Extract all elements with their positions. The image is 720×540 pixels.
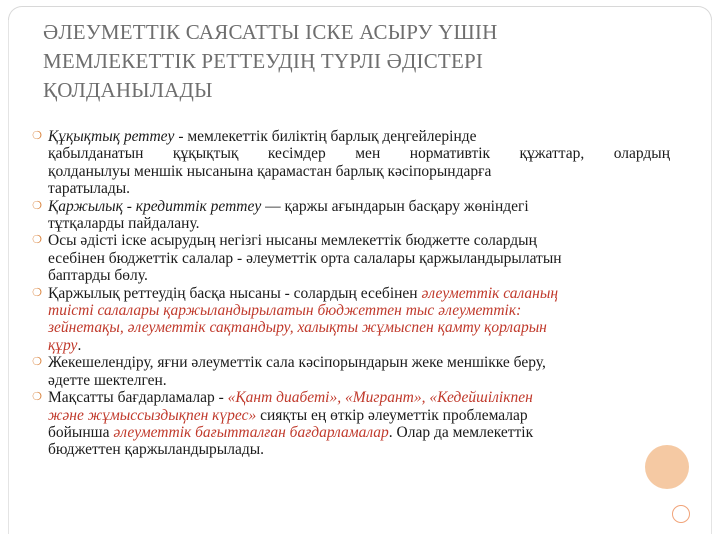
slide-frame-right — [711, 20, 712, 534]
circle-bullet-icon: ❍ — [32, 356, 42, 369]
bullet-text: Мақсатты бағдарламалар - — [48, 389, 228, 407]
bullet-line: тиісті салалары қаржыландырылатын бюджеттен тыс әлеуметтік: — [48, 302, 522, 320]
bullet-text: . Олар да мемлекеттік — [388, 423, 534, 441]
emphasis-text: Құқықтық реттеу — [48, 128, 175, 145]
bullet-state-budget — [30, 232, 670, 284]
slide-frame-left — [8, 20, 9, 534]
circle-bullet-icon: ❍ — [32, 199, 42, 212]
bullet-text: бойынша — [48, 423, 114, 441]
slide-title — [43, 18, 663, 105]
bullet-target-programs — [30, 389, 670, 459]
bullet-legal-regulation — [30, 128, 670, 198]
bullet-line: тұтқаларды пайдалану. — [48, 215, 200, 233]
bullet-line — [48, 337, 670, 354]
decorative-orange-circle — [645, 445, 689, 489]
bullet-line — [48, 424, 670, 441]
highlight-text: әлеуметтік бағытталған бағдарламалар — [113, 423, 389, 441]
bullet-text: - мемлекеттік биліктің барлық деңгейлерінде — [174, 128, 477, 145]
highlight-text: құру — [48, 336, 78, 354]
emphasis-text: Қаржылық - кредиттік реттеу — [48, 197, 262, 215]
bullet-line — [48, 198, 670, 215]
bullet-line — [48, 128, 670, 145]
bullet-line: қолданылуы меншік нысанына қарамастан барлық кәсіпорындарға — [48, 162, 492, 180]
bullet-privatization — [30, 354, 670, 389]
decorative-ring — [672, 505, 690, 523]
highlight-text: әлеуметтік саланың — [421, 284, 559, 302]
bullet-financial-credit-regulation — [30, 198, 670, 233]
bullet-text: — қаржы ағындарын басқару жөніндегі — [261, 197, 529, 215]
circle-bullet-icon: ❍ — [32, 130, 42, 142]
title-line: МЕМЛЕКЕТТІК РЕТТЕУДІҢ ТҮРЛІ ӘДІСТЕРІ — [43, 49, 484, 73]
bullet-line: Жекешелендіру, яғни әлеуметтік сала кәсіпорындарын жеке меншікке беру, — [48, 354, 546, 372]
bullet-text: Қаржылық реттеудің басқа нысаны - солардың есебінен — [48, 284, 422, 302]
bullet-text: сияқты ең өткір әлеуметтік проблемалар — [256, 406, 528, 424]
bullet-list — [30, 128, 670, 459]
bullet-line: зейнетақы, әлеуметтік сақтандыру, халықты жұмыспен қамту қорларын — [48, 319, 547, 337]
bullet-text: . — [77, 336, 82, 354]
bullet-line: есебінен бюджеттік салалар - әлеуметтік орта салалары қаржыландырылатын — [48, 249, 562, 267]
circle-bullet-icon: ❍ — [32, 391, 42, 404]
bullet-line: баптарды бөлу. — [48, 267, 148, 285]
highlight-text: «Қант диабеті», «Мигрант», «Кедейшілікпен — [227, 389, 533, 407]
title-line: ҚОЛДАНЫЛАДЫ — [43, 78, 213, 102]
bullet-extra-budget-funds — [30, 285, 670, 355]
bullet-line: бюджеттен қаржыландырылады. — [48, 441, 264, 459]
highlight-text: және жұмыссыздықпен күрес» — [48, 406, 257, 424]
circle-bullet-icon: ❍ — [32, 286, 42, 299]
bullet-line — [48, 389, 670, 406]
circle-bullet-icon: ❍ — [32, 234, 42, 247]
bullet-line — [48, 285, 670, 302]
bullet-line — [48, 407, 670, 424]
bullet-line: Осы әдісті іске асырудың негізгі нысаны мемлекеттік бюджетте солардың — [48, 232, 537, 250]
bullet-line: таратылады. — [48, 180, 131, 198]
bullet-line: қабылданатын құқықтық кесімдер мен нормативтік құжаттар, олардың — [48, 145, 670, 163]
title-line: ӘЛЕУМЕТТІК САЯСАТТЫ ІСКЕ АСЫРУ ҮШІН — [43, 20, 498, 44]
bullet-line: әдетте шектелген. — [48, 371, 167, 389]
